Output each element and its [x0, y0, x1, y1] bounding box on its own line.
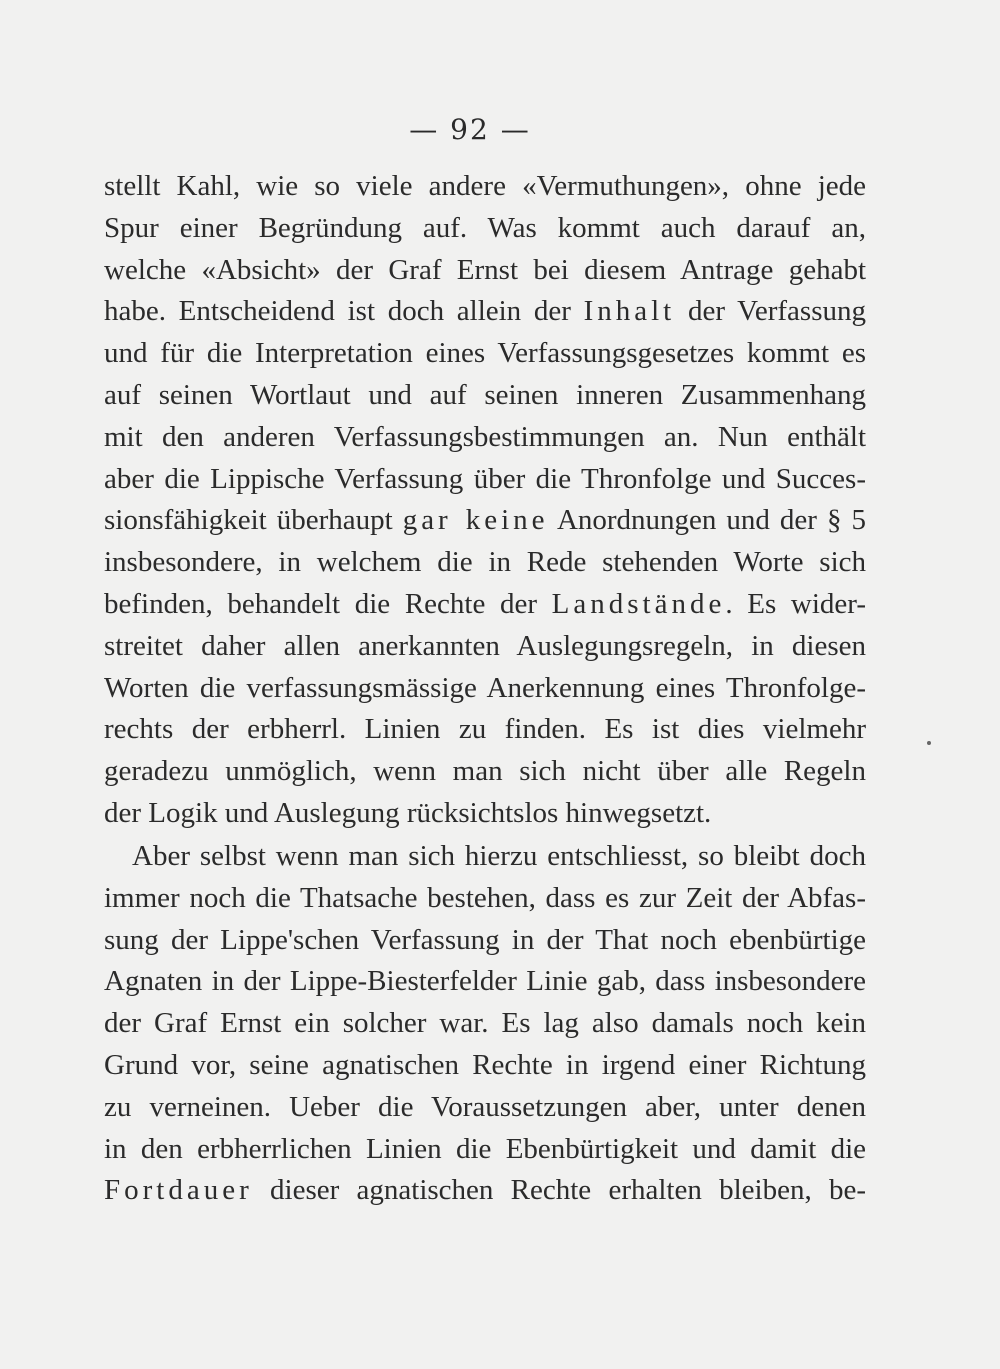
- text-line: Spur einer Begründung auf. Was kommt auch darauf an,: [104, 211, 866, 244]
- text-line: aber die Lippische Verfassung über die Thronfolge und Succes-: [104, 462, 866, 495]
- text-line: streitet daher allen anerkannten Auslegungsregeln, in diesen: [104, 629, 866, 662]
- text-line: befinden, behandelt die Rechte der Landstände. Es wider-: [104, 587, 866, 620]
- text-line: sung der Lippe'schen Verfassung in der That noch ebenbürtige: [104, 923, 866, 956]
- text-line: geradezu unmöglich, wenn man sich nicht über alle Regeln: [104, 755, 866, 788]
- text-line: Aber selbst wenn man sich hierzu entschliesst, so bleibt doch: [132, 840, 866, 872]
- text-line: und für die Interpretation eines Verfassungsgesetzes kommt es: [104, 337, 866, 370]
- text-line: in den erbherrlichen Linien die Ebenbürtigkeit und damit die: [104, 1132, 866, 1165]
- text-line: sionsfähigkeit überhaupt gar keine Anordnungen und der § 5: [104, 504, 866, 537]
- text-line: der Graf Ernst ein solcher war. Es lag also damals noch kein: [104, 1007, 866, 1040]
- text-line: habe. Entscheidend ist doch allein der Inhalt der Verfassung: [104, 295, 866, 328]
- text-line: zu verneinen. Ueber die Voraussetzungen aber, unter denen: [104, 1090, 866, 1123]
- text-line: stellt Kahl, wie so viele andere «Vermuthungen», ohne jede: [104, 170, 866, 202]
- text-line: Worten die verfassungsmässige Anerkennung eines Thronfolge-: [104, 671, 866, 704]
- page-number: — 92 —: [409, 113, 531, 146]
- paragraph-1: [104, 166, 866, 835]
- paper-speck: [927, 741, 931, 745]
- text-line: Agnaten in der Lippe-Biesterfelder Linie gab, dass insbesondere: [104, 965, 866, 998]
- text-line: rechts der erbherrl. Linien zu finden. Es ist dies vielmehr: [104, 713, 866, 746]
- paragraph-2: [104, 836, 866, 1212]
- text-line: auf seinen Wortlaut und auf seinen inneren Zusammenhang: [104, 378, 866, 411]
- text-line: immer noch die Thatsache bestehen, dass es zur Zeit der Abfas-: [104, 881, 866, 914]
- text-line: Grund vor, seine agnatischen Rechte in irgend einer Richtung: [104, 1048, 866, 1081]
- text-line: der Logik und Auslegung rücksichtslos hinwegsetzt.: [104, 796, 712, 829]
- text-line: welche «Absicht» der Graf Ernst bei diesem Antrage gehabt: [104, 253, 866, 286]
- text-line: mit den anderen Verfassungsbestimmungen an. Nun enthält: [104, 420, 866, 453]
- text-line: Fortdauer dieser agnatischen Rechte erhalten bleiben, be-: [104, 1174, 866, 1207]
- text-line: insbesondere, in welchem die in Rede stehenden Worte sich: [104, 546, 866, 579]
